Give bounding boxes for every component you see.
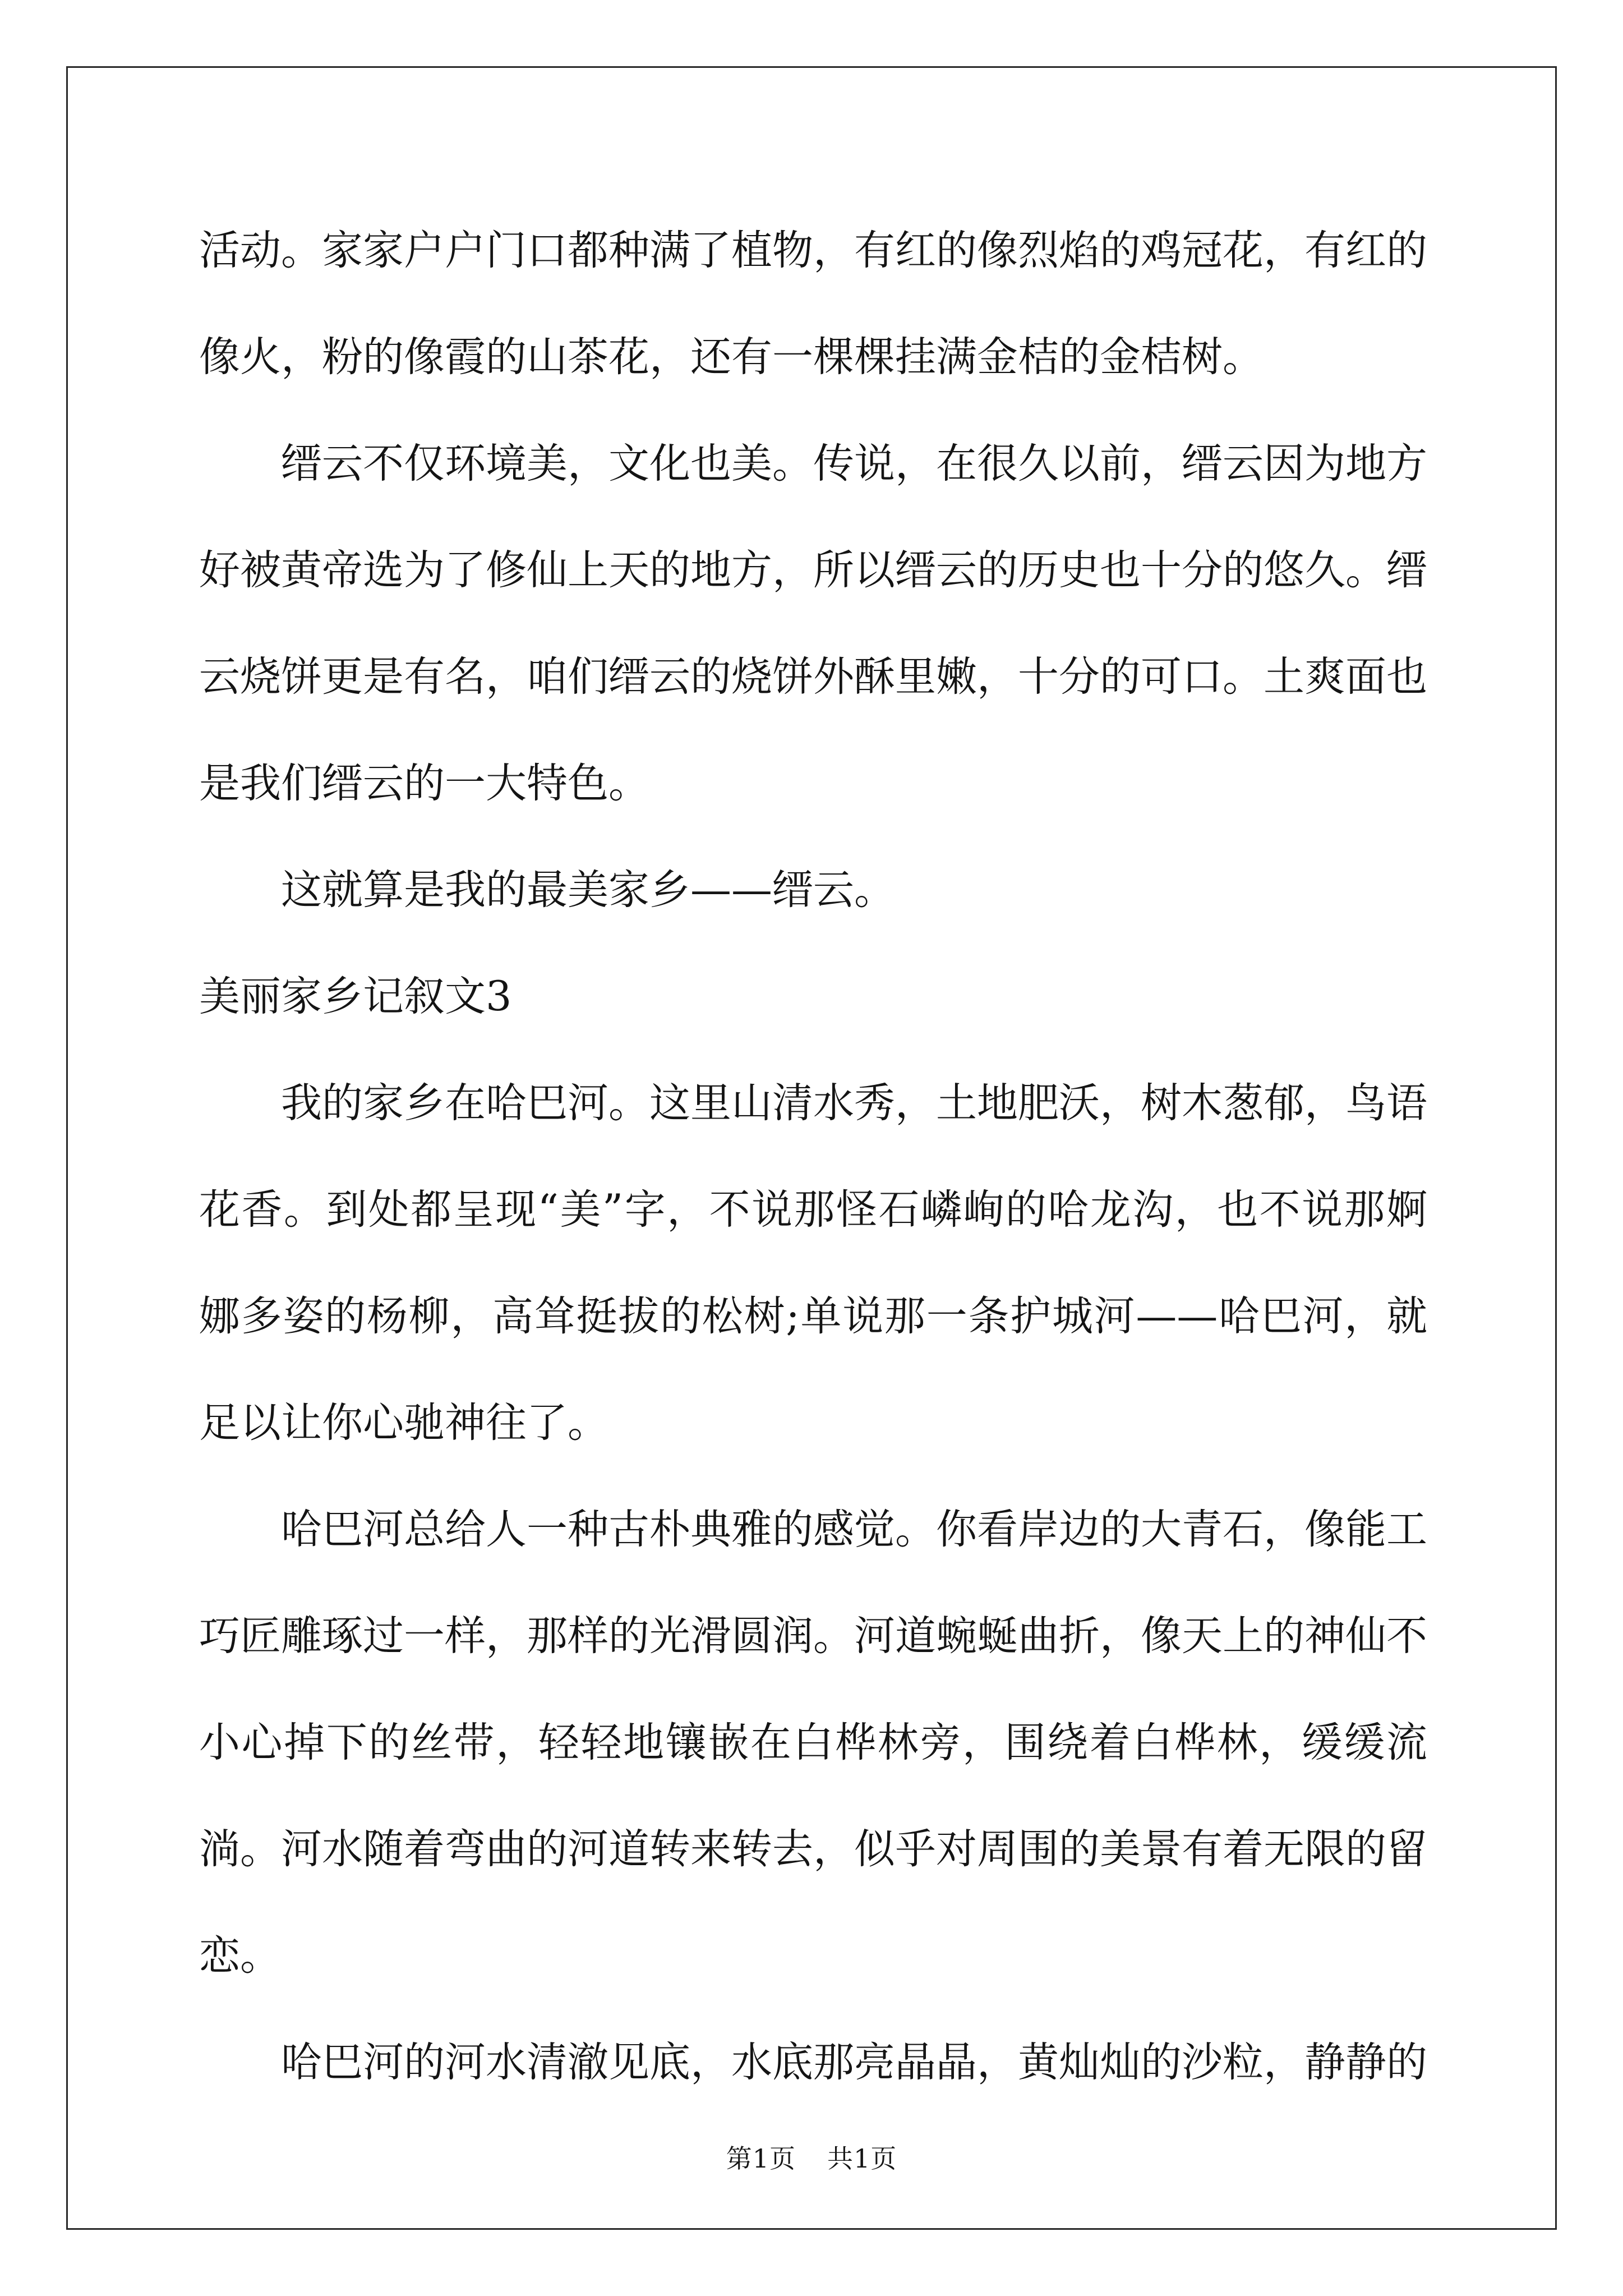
- page-footer: [0, 2138, 1623, 2175]
- paragraph: 这就算是我的最美家乡——缙云。: [281, 866, 895, 914]
- document-body: [199, 197, 1427, 2116]
- section-heading: 美丽家乡记叙文3: [199, 973, 512, 1020]
- page-total: 共1页: [827, 2143, 897, 2174]
- page-number: 第1页: [726, 2143, 796, 2174]
- paragraph: 我的家乡在哈巴河。这里山清水秀，土地肥沃，树木葱郁，鸟语花香。到处都呈现“美”字，不说那怪石嶙峋的哈龙沟，也不说那婀娜多姿的杨柳，高耸挺拔的松树;单说那一条护城河——哈巴河，就足以让你心驰神往了。: [199, 1079, 1427, 1447]
- paragraph: 哈巴河的河水清澈见底，水底那亮晶晶，黄灿灿的沙粒，静静的: [281, 2039, 1427, 2086]
- paragraph: 活动。家家户户门口都种满了植物，有红的像烈焰的鸡冠花，有红的像火，粉的像霞的山茶花，还有一棵棵挂满金桔的金桔树。: [199, 227, 1427, 381]
- paragraph: 缙云不仅环境美，文化也美。传说，在很久以前，缙云因为地方好被黄帝选为了修仙上天的地方，所以缙云的历史也十分的悠久。缙云烧饼更是有名，咱们缙云的烧饼外酥里嫩，十分的可口。土爽面也是我们缙云的一大特色。: [199, 440, 1427, 807]
- paragraph: 哈巴河总给人一种古朴典雅的感觉。你看岸边的大青石，像能工巧匠雕琢过一样，那样的光滑圆润。河道蜿蜒曲折，像天上的神仙不小心掉下的丝带，轻轻地镶嵌在白桦林旁，围绕着白桦林，缓缓流淌。河水随着弯曲的河道转来转去，似乎对周围的美景有着无限的留恋。: [199, 1506, 1427, 1980]
